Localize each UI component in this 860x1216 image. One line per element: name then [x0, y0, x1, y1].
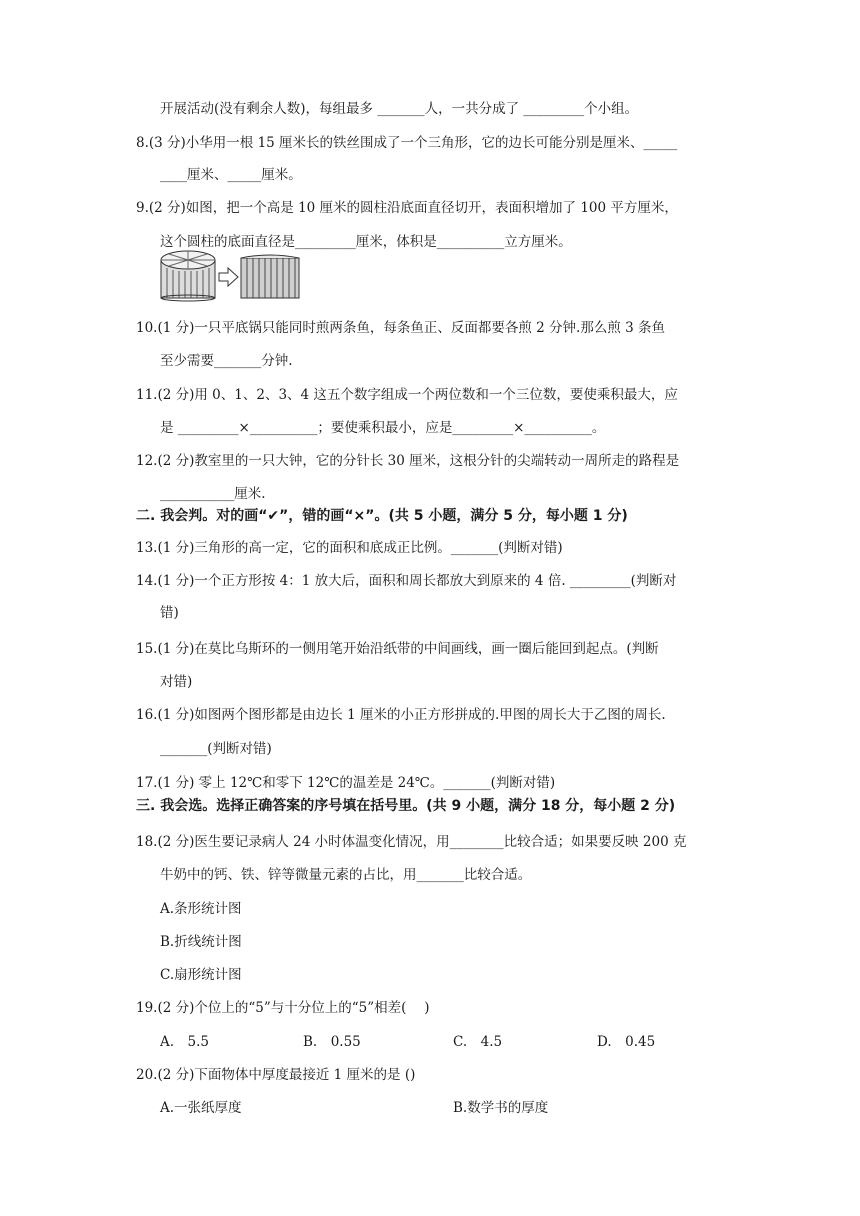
- q10-line1: 10.(1 分)一只平底锅只能同时煎两条鱼，每条鱼正、反面都要各煎 2 分钟.那么煎 3 条鱼: [136, 320, 666, 336]
- q19-option-b: B. 0.55: [303, 1034, 361, 1050]
- q12-line2: ___________厘米.: [160, 486, 266, 502]
- q18-line1: 18.(2 分)医生要记录病人 24 小时体温变化情况，用________比较合适；如果要反映 200 克: [136, 834, 687, 850]
- q20: 20.(2 分)下面物体中厚度最接近 1 厘米的是 (): [136, 1067, 416, 1083]
- cylinder-cut-figure: [160, 250, 302, 302]
- q16-line2: _______(判断对错): [160, 741, 272, 757]
- q18-option-a: A.条形统计图: [160, 901, 242, 917]
- q11-line1: 11.(2 分)用 0、1、2、3、4 这五个数字组成一个两位数和一个三位数，要使乘积最大，应: [136, 387, 678, 403]
- q15-line1: 15.(1 分)在莫比乌斯环的一侧用笔开始沿纸带的中间画线，画一圈后能回到起点。(判断: [136, 641, 659, 657]
- section-3-heading: 三. 我会选。选择正确答案的序号填在括号里。(共 9 小题，满分 18 分，每小题 2 分): [136, 798, 676, 814]
- q14-line1: 14.(1 分)一个正方形按 4：1 放大后，面积和周长都放大到原来的 4 倍. _________(判断对: [136, 573, 677, 589]
- q14-line2: 错): [160, 605, 179, 621]
- q16-line1: 16.(1 分)如图两个图形都是由边长 1 厘米的小正方形拼成的.甲图的周长大于乙图的周长.: [136, 707, 666, 723]
- q19-option-a: A. 5.5: [160, 1034, 210, 1050]
- q19-option-d: D. 0.45: [597, 1034, 656, 1050]
- q17: 17.(1 分) 零上 12℃和零下 12℃的温差是 24℃。_______(判断对错): [136, 775, 556, 791]
- q18-option-c: C.扇形统计图: [160, 967, 242, 983]
- arrow-icon: [219, 268, 238, 286]
- q9-line2: 这个圆柱的底面直径是_________厘米，体积是__________立方厘米。: [160, 234, 572, 250]
- q15-line2: 对错): [160, 674, 193, 690]
- q13: 13.(1 分)三角形的高一定，它的面积和底成正比例。_______(判断对错): [136, 540, 563, 556]
- q20-option-a: A.一张纸厚度: [160, 1100, 242, 1116]
- q18-line2: 牛奶中的钙、铁、锌等微量元素的占比，用_______比较合适。: [160, 867, 532, 883]
- cut-cylinder-image: [241, 255, 299, 298]
- section-2-heading: 二. 我会判。对的画“✔”，错的画“×”。(共 5 小题，满分 5 分，每小题 1 分): [136, 508, 628, 524]
- q20-option-b: B.数学书的厚度: [453, 1100, 549, 1116]
- q8-line1: 8.(3 分)小华用一根 15 厘米长的铁丝围成了一个三角形，它的边长可能分别是厘米、_____: [136, 135, 678, 151]
- q18-option-b: B.折线统计图: [160, 934, 242, 950]
- q7-continuation: 开展活动(没有剩余人数)，每组最多 _______人，一共分成了 _________个小组。: [160, 101, 639, 117]
- q10-line2: 至少需要_______分钟.: [160, 353, 293, 369]
- cylinder-image: [161, 251, 215, 301]
- q8-line2: ____厘米、_____厘米。: [160, 167, 302, 183]
- q19-option-c: C. 4.5: [453, 1034, 503, 1050]
- q19: 19.(2 分)个位上的“5”与十分位上的“5”相差( ): [136, 1000, 430, 1016]
- q9-line1: 9.(2 分)如图，把一个高是 10 厘米的圆柱沿底面直径切开，表面积增加了 100 平方厘米，: [136, 200, 678, 216]
- q12-line1: 12.(2 分)教室里的一只大钟，它的分针长 30 厘米，这根分针的尖端转动一周所走的路程是: [136, 453, 680, 469]
- q11-line2: 是 _________×__________；要使乘积最小，应是_________×__________。: [160, 420, 606, 436]
